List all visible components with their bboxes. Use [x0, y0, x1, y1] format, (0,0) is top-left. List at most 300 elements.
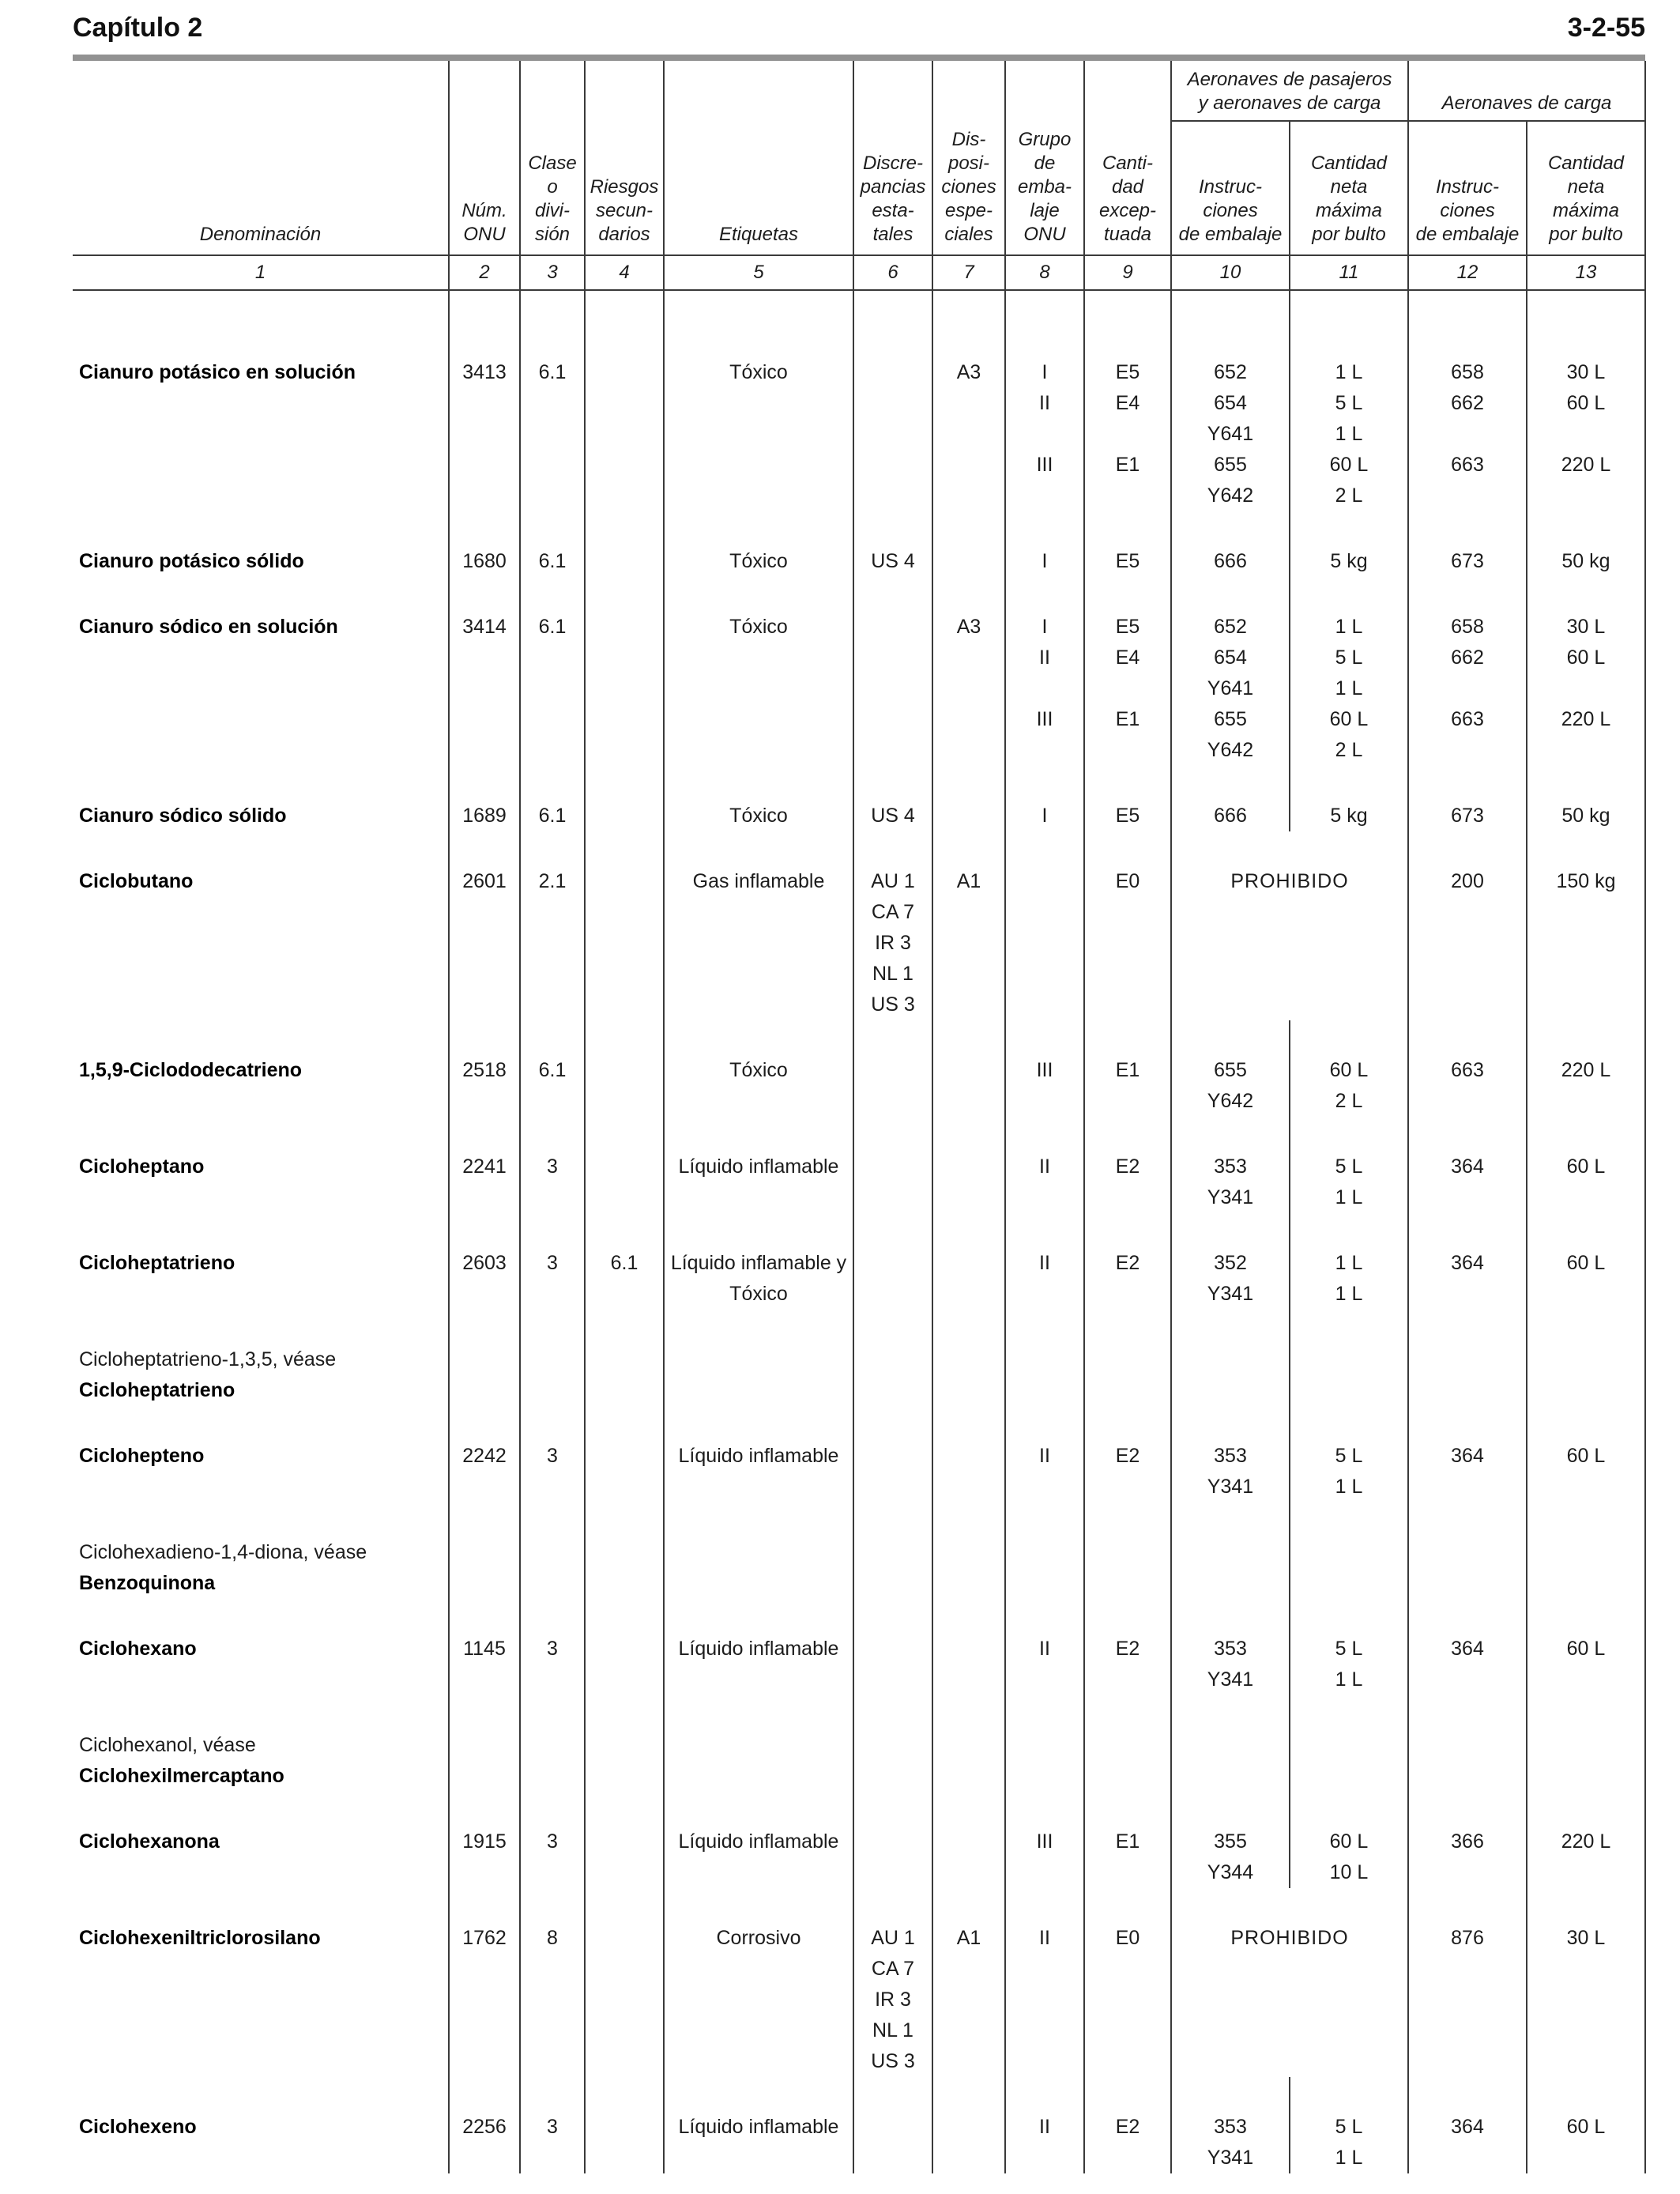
cell-etiquetas	[664, 766, 853, 831]
text-line	[1006, 673, 1083, 704]
cell-cantidad-pasajeros	[1290, 577, 1408, 766]
cell-disposiciones-especiales	[932, 1695, 1005, 1792]
text-line: 662	[1451, 647, 1484, 669]
text-line: 200	[1451, 870, 1484, 892]
column-header-riesgos-secundarios	[585, 61, 664, 255]
text-line: 5 L	[1335, 1638, 1363, 1660]
cell-riesgos-secundarios	[585, 1213, 664, 1310]
text-line	[1006, 735, 1083, 766]
text-line: 60 L	[1566, 2116, 1606, 2138]
text-line: IR 3	[875, 932, 911, 954]
text-line	[1527, 481, 1644, 511]
text-line	[1409, 673, 1526, 704]
cell-instrucciones-pasajeros	[1171, 1792, 1290, 1888]
cell-clase-division	[520, 1695, 585, 1792]
text-line: 663	[1451, 454, 1484, 476]
cell-instrucciones-carga	[1408, 1502, 1527, 1599]
text-line: 352	[1214, 1252, 1247, 1274]
cell-instrucciones-carga	[1408, 1599, 1527, 1695]
text-line: 654	[1214, 392, 1247, 414]
cell-instrucciones-pasajeros	[1171, 1117, 1290, 1213]
cell-etiquetas	[664, 1695, 853, 1792]
cell-discrepancias-estatales	[853, 511, 932, 577]
cell-discrepancias-estatales	[853, 831, 932, 1020]
text-line: II	[1039, 1155, 1050, 1178]
text-line: Discre-	[863, 153, 923, 174]
cell-grupo-embalaje-onu	[1005, 1406, 1084, 1502]
text-line: Ciclohexadieno-1,4-diona, véase	[79, 1541, 367, 1563]
text-line: 673	[1451, 805, 1484, 827]
cell-discrepancias-estatales	[853, 1406, 932, 1502]
dg-table-head	[73, 61, 1645, 290]
text-line: ONU	[463, 224, 506, 245]
cell-etiquetas	[664, 1020, 853, 1117]
cell-denominacion	[73, 577, 449, 766]
text-line: Y641	[1207, 677, 1254, 699]
text-line: E1	[1115, 1059, 1140, 1081]
text-line: Benzoquinona	[79, 1572, 216, 1594]
cell-clase-division	[520, 1502, 585, 1599]
text-line: PROHIBIDO	[1230, 870, 1349, 892]
text-line: 220 L	[1561, 708, 1611, 730]
text-line: 3	[547, 1830, 558, 1853]
cell-denominacion	[73, 831, 449, 1020]
chapter-title: Capítulo 2	[73, 13, 203, 43]
text-line: Denominación	[199, 224, 322, 245]
text-line: Líquido inflamable	[678, 2116, 839, 2138]
text-line: 60 L	[1566, 647, 1606, 669]
text-line: Tóxico	[729, 616, 788, 638]
cell-clase-division	[520, 831, 585, 1020]
text-line: Líquido inflamable	[678, 1638, 839, 1660]
text-line: 3414	[462, 616, 507, 638]
text-line: Y341	[1207, 1476, 1254, 1498]
text-line: 876	[1451, 1927, 1484, 1949]
text-line: 1 L	[1335, 1186, 1363, 1208]
text-line	[1006, 481, 1083, 511]
text-line: 1680	[462, 550, 507, 572]
cell-num-onu	[449, 290, 520, 511]
text-line: 6.1	[538, 805, 567, 827]
text-line: 355	[1214, 1830, 1247, 1853]
text-line: 364	[1451, 1155, 1484, 1178]
cell-instrucciones-pasajeros	[1171, 1310, 1290, 1406]
text-line: 5 L	[1335, 1445, 1363, 1467]
cell-grupo-embalaje-onu	[1005, 1117, 1084, 1213]
cell-cantidad-carga	[1527, 1020, 1645, 1117]
text-line: Y341	[1207, 1186, 1254, 1208]
text-line: Ciclohexanona	[79, 1830, 220, 1853]
text-line: secun-	[595, 200, 654, 221]
cell-num-onu	[449, 1792, 520, 1888]
cell-etiquetas	[664, 1310, 853, 1406]
cell-cantidad-pasajeros	[1290, 1406, 1408, 1502]
cell-grupo-embalaje-onu	[1005, 1888, 1084, 2077]
text-line: E1	[1115, 1830, 1140, 1853]
text-line: 5 L	[1335, 647, 1363, 669]
cell-cantidad-pasajeros	[1290, 1310, 1408, 1406]
text-line: 9	[1122, 262, 1133, 283]
cell-cantidad-exceptuada	[1084, 1117, 1171, 1213]
text-line: 1 L	[1335, 1283, 1363, 1305]
cell-riesgos-secundarios	[585, 1406, 664, 1502]
text-line: II	[1039, 647, 1050, 669]
text-line: Ciclohexeno	[79, 2116, 197, 2138]
text-line: II	[1039, 1927, 1050, 1949]
text-line: 30 L	[1566, 361, 1606, 383]
cell-num-onu	[449, 1888, 520, 2077]
cell-cantidad-carga	[1527, 290, 1645, 511]
cell-cantidad-exceptuada	[1084, 1310, 1171, 1406]
table-row	[73, 1599, 1645, 1695]
cell-riesgos-secundarios	[585, 1310, 664, 1406]
cell-etiquetas	[664, 577, 853, 766]
cell-cantidad-carga	[1527, 1502, 1645, 1599]
text-line: máxima	[1552, 200, 1619, 221]
cell-num-onu	[449, 1695, 520, 1792]
cell-num-onu	[449, 1213, 520, 1310]
cell-cantidad-exceptuada	[1084, 290, 1171, 511]
cell-cantidad-pasajeros	[1290, 1213, 1408, 1310]
text-line: US 3	[871, 993, 915, 1016]
text-line: Ciclohexeniltriclorosilano	[79, 1927, 321, 1949]
column-number-5	[664, 255, 853, 290]
cell-grupo-embalaje-onu	[1005, 831, 1084, 1020]
text-line: Clase	[528, 153, 577, 174]
text-line: III	[1036, 454, 1053, 476]
text-line: PROHIBIDO	[1230, 1927, 1349, 1949]
text-line: Ciclohepteno	[79, 1445, 205, 1467]
text-line: Y642	[1207, 1090, 1254, 1112]
cell-instrucciones-pasajeros	[1171, 1695, 1290, 1792]
text-line	[1409, 419, 1526, 450]
column-header-grupo-embalaje-onu	[1005, 61, 1084, 255]
text-line: CA 7	[871, 1958, 915, 1980]
cell-discrepancias-estatales	[853, 1695, 932, 1792]
text-line: 50 kg	[1561, 550, 1610, 572]
cell-num-onu	[449, 766, 520, 831]
cell-instrucciones-carga	[1408, 290, 1527, 511]
cell-disposiciones-especiales	[932, 1502, 1005, 1599]
cell-clase-division	[520, 511, 585, 577]
text-line: E5	[1115, 550, 1140, 572]
cell-clase-division	[520, 1888, 585, 2077]
cell-cantidad-exceptuada	[1084, 1502, 1171, 1599]
cell-clase-division	[520, 2077, 585, 2173]
text-line: 658	[1451, 361, 1484, 383]
column-header-etiquetas	[664, 61, 853, 255]
text-line: 353	[1214, 1638, 1247, 1660]
cell-grupo-embalaje-onu	[1005, 1310, 1084, 1406]
text-line: Cicloheptatrieno	[79, 1252, 235, 1274]
cell-instrucciones-carga	[1408, 1020, 1527, 1117]
text-line: 60 L	[1329, 708, 1369, 730]
text-line	[1527, 419, 1644, 450]
text-line: NL 1	[872, 2019, 913, 2041]
cell-cantidad-pasajeros	[1290, 1792, 1408, 1888]
text-line: 366	[1451, 1830, 1484, 1853]
cell-num-onu	[449, 831, 520, 1020]
cell-cantidad-carga	[1527, 1117, 1645, 1213]
text-line: 5 L	[1335, 392, 1363, 414]
cell-riesgos-secundarios	[585, 1599, 664, 1695]
text-line: 30 L	[1566, 1927, 1606, 1949]
text-line: de embalaje	[1178, 224, 1283, 245]
cell-clase-division	[520, 1213, 585, 1310]
cell-disposiciones-especiales	[932, 1020, 1005, 1117]
text-line: 220 L	[1561, 1830, 1611, 1853]
text-line: 1 L	[1335, 423, 1363, 445]
text-line: 662	[1451, 392, 1484, 414]
text-line: 13	[1575, 262, 1597, 283]
text-line	[1085, 481, 1170, 511]
cell-etiquetas	[664, 1213, 853, 1310]
text-line: E2	[1115, 1638, 1140, 1660]
cell-cantidad-exceptuada	[1084, 1792, 1171, 1888]
cell-cantidad-pasajeros	[1290, 1695, 1408, 1792]
text-line: E5	[1115, 805, 1140, 827]
text-line: 5 L	[1335, 1155, 1363, 1178]
text-line: máxima	[1315, 200, 1382, 221]
text-line: 1 L	[1335, 616, 1363, 638]
cell-grupo-embalaje-onu	[1005, 1792, 1084, 1888]
text-line: Gas inflamable	[692, 870, 825, 892]
cell-instrucciones-pasajeros	[1171, 511, 1290, 577]
cell-disposiciones-especiales	[932, 1888, 1005, 2077]
cell-riesgos-secundarios	[585, 1695, 664, 1792]
cell-discrepancias-estatales	[853, 1888, 932, 2077]
text-line: E2	[1115, 1155, 1140, 1178]
text-line: divi-	[534, 200, 570, 221]
text-line: E2	[1115, 1445, 1140, 1467]
text-line: Ciclohexano	[79, 1638, 197, 1660]
text-line	[1409, 735, 1526, 766]
column-number-4	[585, 255, 664, 290]
cell-cantidad-exceptuada	[1084, 1020, 1171, 1117]
text-line: 353	[1214, 1155, 1247, 1178]
cell-cantidad-pasajeros	[1290, 766, 1408, 831]
text-line: Cantidad	[1547, 153, 1625, 174]
cell-cantidad-exceptuada	[1084, 1406, 1171, 1502]
text-line: laje	[1030, 200, 1060, 221]
text-line	[1085, 673, 1170, 704]
text-line: 663	[1451, 1059, 1484, 1081]
text-line: 655	[1214, 1059, 1247, 1081]
cell-grupo-embalaje-onu	[1005, 1599, 1084, 1695]
text-line: Líquido inflamable	[678, 1445, 839, 1467]
column-number-12	[1408, 255, 1527, 290]
cell-cantidad-exceptuada	[1084, 2077, 1171, 2173]
text-line: tales	[872, 224, 913, 245]
text-line: 11	[1339, 262, 1359, 283]
text-line: IR 3	[875, 1989, 911, 2011]
cell-instrucciones-pasajeros	[1171, 1406, 1290, 1502]
table-row	[73, 1502, 1645, 1599]
cell-cantidad-carga	[1527, 1213, 1645, 1310]
cell-cantidad-exceptuada	[1084, 1599, 1171, 1695]
text-line: 1 L	[1335, 677, 1363, 699]
cell-etiquetas	[664, 2077, 853, 2173]
cell-num-onu	[449, 1502, 520, 1599]
text-line: Etiquetas	[718, 224, 799, 245]
cell-discrepancias-estatales	[853, 2077, 932, 2173]
text-line: por bulto	[1549, 224, 1623, 245]
text-line: 1 L	[1335, 1668, 1363, 1691]
text-line: neta	[1330, 176, 1368, 198]
text-line: tuada	[1103, 224, 1152, 245]
column-number-6	[853, 255, 932, 290]
text-line: 60 L	[1329, 1830, 1369, 1853]
column-header-denominacion	[73, 61, 449, 255]
text-line: neta	[1567, 176, 1605, 198]
column-header-clase-division	[520, 61, 585, 255]
column-header-instrucciones-embalaje-pasajeros	[1171, 121, 1290, 255]
cell-instrucciones-pasajeros	[1171, 1020, 1290, 1117]
cell-etiquetas	[664, 290, 853, 511]
text-line: Ciclobutano	[79, 870, 194, 892]
text-line: 8	[1039, 262, 1050, 283]
cell-etiquetas	[664, 1599, 853, 1695]
text-line: 8	[547, 1927, 558, 1949]
text-line: 364	[1451, 1445, 1484, 1467]
cell-cantidad-carga	[1527, 511, 1645, 577]
text-line: Y642	[1207, 739, 1254, 761]
text-line: AU 1	[871, 1927, 915, 1949]
column-number-7	[932, 255, 1005, 290]
text-line	[1527, 735, 1644, 766]
text-line: 364	[1451, 1638, 1484, 1660]
text-line: E1	[1115, 454, 1140, 476]
text-line: espe-	[944, 200, 993, 221]
text-line: emba-	[1017, 176, 1072, 198]
cell-cantidad-carga	[1527, 1310, 1645, 1406]
cell-cantidad-carga	[1527, 831, 1645, 1020]
text-line: Líquido inflamable y	[670, 1252, 847, 1274]
text-line: Y641	[1207, 423, 1254, 445]
column-header-cantidad-exceptuada	[1084, 61, 1171, 255]
table-row	[73, 290, 1645, 511]
cell-instrucciones-pasajeros	[1171, 2077, 1290, 2173]
text-line: 6.1	[538, 616, 567, 638]
table-row	[73, 831, 1645, 1020]
text-line: 652	[1214, 361, 1247, 383]
cell-disposiciones-especiales	[932, 1792, 1005, 1888]
text-line: E4	[1115, 392, 1140, 414]
text-line: Núm.	[461, 200, 507, 221]
cell-disposiciones-especiales	[932, 1406, 1005, 1502]
page-number: 3-2-55	[1567, 13, 1645, 43]
text-line: US 3	[871, 2050, 915, 2072]
cell-denominacion	[73, 1888, 449, 2077]
text-line: 2 L	[1335, 739, 1363, 761]
cell-discrepancias-estatales	[853, 766, 932, 831]
column-header-num-onu	[449, 61, 520, 255]
text-line: I	[1042, 805, 1048, 827]
cell-denominacion	[73, 1310, 449, 1406]
text-line: 1 L	[1335, 1476, 1363, 1498]
text-line: E5	[1115, 616, 1140, 638]
cell-cantidad-carga	[1527, 2077, 1645, 2173]
text-line: Y344	[1207, 1861, 1254, 1883]
cell-disposiciones-especiales	[932, 1213, 1005, 1310]
cell-riesgos-secundarios	[585, 577, 664, 766]
cell-cantidad-carga	[1527, 1406, 1645, 1502]
text-line: 2603	[462, 1252, 507, 1274]
cell-clase-division	[520, 1117, 585, 1213]
cell-clase-division	[520, 1310, 585, 1406]
cell-etiquetas	[664, 1406, 853, 1502]
cell-num-onu	[449, 1020, 520, 1117]
cell-riesgos-secundarios	[585, 1502, 664, 1599]
cell-riesgos-secundarios	[585, 511, 664, 577]
cell-cantidad-pasajeros	[1290, 1502, 1408, 1599]
cell-discrepancias-estatales	[853, 1599, 932, 1695]
cell-etiquetas	[664, 1502, 853, 1599]
cell-denominacion	[73, 511, 449, 577]
text-line: Líquido inflamable	[678, 1830, 839, 1853]
cell-etiquetas	[664, 1117, 853, 1213]
cell-instrucciones-carga	[1408, 1406, 1527, 1502]
text-line: 2241	[462, 1155, 507, 1178]
text-line: II	[1039, 2116, 1050, 2138]
text-line: 2	[479, 262, 490, 283]
text-line: Tóxico	[729, 805, 788, 827]
table-row	[73, 1792, 1645, 1888]
cell-cantidad-carga	[1527, 1792, 1645, 1888]
column-number-2	[449, 255, 520, 290]
group-header-carga	[1408, 61, 1645, 121]
table-row	[73, 1213, 1645, 1310]
text-line: Y341	[1207, 1668, 1254, 1691]
column-number-1	[73, 255, 449, 290]
cell-cantidad-pasajeros	[1290, 511, 1408, 577]
text-line: Ciclohexanol, véase	[79, 1734, 256, 1756]
cell-grupo-embalaje-onu	[1005, 766, 1084, 831]
text-line: E2	[1115, 1252, 1140, 1274]
text-line: darios	[598, 224, 650, 245]
cell-clase-division	[520, 1020, 585, 1117]
text-line	[1085, 735, 1170, 766]
text-line: ciales	[944, 224, 993, 245]
text-line: Ciclohexilmercaptano	[79, 1765, 284, 1787]
text-line: US 4	[871, 805, 915, 827]
text-line: 5 kg	[1330, 805, 1368, 827]
cell-num-onu	[449, 1117, 520, 1213]
text-line: II	[1039, 392, 1050, 414]
cell-instrucciones-pasajeros	[1171, 1599, 1290, 1695]
text-line: 3	[547, 2116, 558, 2138]
column-number-9	[1084, 255, 1171, 290]
table-row	[73, 577, 1645, 766]
cell-prohibido	[1171, 1888, 1408, 2077]
text-line: E0	[1115, 1927, 1140, 1949]
text-line: III	[1036, 708, 1053, 730]
cell-denominacion	[73, 1695, 449, 1792]
text-line: 2518	[462, 1059, 507, 1081]
cell-denominacion	[73, 1599, 449, 1695]
text-line: AU 1	[871, 870, 915, 892]
text-line: 1689	[462, 805, 507, 827]
text-line: Aeronaves de pasajeros	[1187, 69, 1392, 90]
table-row	[73, 2077, 1645, 2173]
table-row	[73, 1406, 1645, 1502]
text-line: 4	[619, 262, 630, 283]
text-line: 60 L	[1329, 1059, 1369, 1081]
cell-cantidad-pasajeros	[1290, 1117, 1408, 1213]
text-line: 655	[1214, 454, 1247, 476]
cell-riesgos-secundarios	[585, 1020, 664, 1117]
text-line: sión	[534, 224, 571, 245]
